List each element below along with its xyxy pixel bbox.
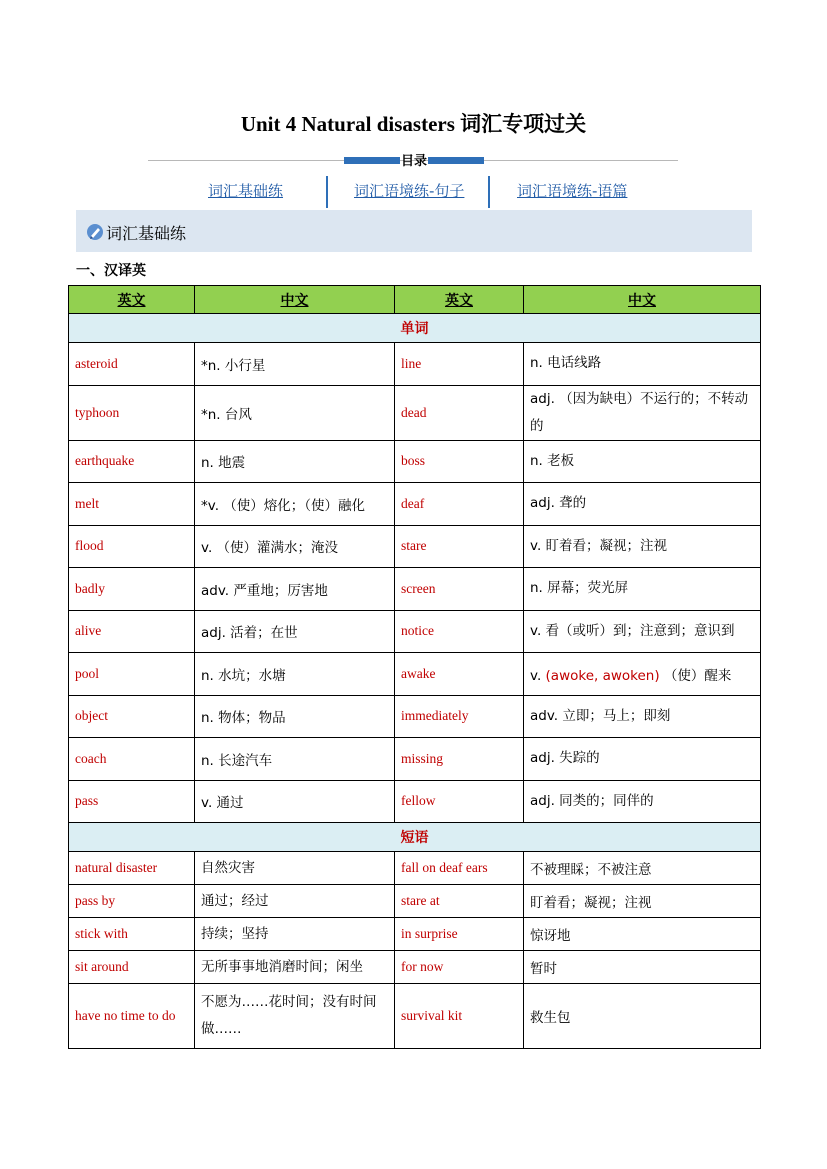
word-group-label: 单词 [69,314,761,343]
chinese-meaning: adj. 同类的；同伴的 [524,780,761,823]
table-row [69,885,761,918]
chinese-meaning: 通过；经过 [195,885,395,918]
english-word: fellow [395,780,524,823]
table-row [69,343,761,386]
english-phrase: in surprise [395,918,524,951]
toc-bar-left [344,157,400,164]
toc-label: 目录 [400,154,427,169]
chinese-meaning: 持续；坚持 [195,918,395,951]
chinese-meaning: n. 地震 [195,440,395,483]
chinese-meaning: n. 长途汽车 [195,738,395,781]
chinese-meaning: adj. 活着；在世 [195,610,395,653]
section-header [76,210,752,252]
chinese-meaning: n. 屏幕；荧光屏 [524,568,761,611]
chinese-meaning: n. 物体；物品 [195,695,395,738]
chinese-meaning: v. 盯着看；凝视；注视 [524,525,761,568]
section-title: 词汇基础练 [106,224,187,243]
english-phrase: for now [395,951,524,984]
chinese-meaning: v. 通过 [195,780,395,823]
chinese-meaning: *n. 台风 [195,385,395,440]
english-phrase: survival kit [395,984,524,1049]
english-word: line [395,343,524,386]
table-row [69,568,761,611]
english-word: object [69,695,195,738]
chinese-meaning: *n. 小行星 [195,343,395,386]
chinese-meaning: 自然灾害 [195,852,395,885]
english-phrase: stick with [69,918,195,951]
header-chinese: 中文 [524,286,761,314]
english-word: screen [395,568,524,611]
english-word: stare [395,525,524,568]
chinese-meaning: 不被理睬；不被注意 [524,852,761,885]
toc-link-sentence[interactable]: 词汇语境练-句子 [354,182,465,200]
chinese-meaning: v. 看（或听）到；注意到；意识到 [524,610,761,653]
table-row [69,610,761,653]
english-word: coach [69,738,195,781]
chinese-meaning: adj. 聋的 [524,483,761,526]
toc-link-basic[interactable]: 词汇基础练 [208,182,284,200]
table-row [69,738,761,781]
english-word: dead [395,385,524,440]
table-row [69,951,761,984]
table-row [69,852,761,885]
table-row [69,440,761,483]
toc-link-passage[interactable]: 词汇语境练-语篇 [517,182,628,200]
english-phrase: natural disaster [69,852,195,885]
chinese-meaning: 暂时 [524,951,761,984]
english-phrase: sit around [69,951,195,984]
phrase-group-label: 短语 [69,823,761,852]
toc-separator [488,176,490,208]
chinese-meaning: adv. 立即；马上；即刻 [524,695,761,738]
word-group-row [69,314,761,343]
english-word: earthquake [69,440,195,483]
table-row [69,385,761,440]
table-row [69,483,761,526]
header-english: 英文 [395,286,524,314]
table-row [69,653,761,696]
english-word: flood [69,525,195,568]
table-row [69,525,761,568]
chinese-meaning [524,653,761,696]
english-word: melt [69,483,195,526]
english-word: notice [395,610,524,653]
english-word: pool [69,653,195,696]
english-word: typhoon [69,385,195,440]
english-phrase: fall on deaf ears [395,852,524,885]
english-word: missing [395,738,524,781]
exercise-heading: 一、汉译英 [76,263,146,279]
chinese-meaning: 盯着看；凝视；注视 [524,885,761,918]
table-row [69,984,761,1049]
chinese-meaning: adj. 失踪的 [524,738,761,781]
chinese-meaning: adj. （因为缺电）不运行的；不转动的 [524,385,761,440]
header-chinese: 中文 [195,286,395,314]
english-phrase: stare at [395,885,524,918]
chinese-meaning: 无所事事地消磨时间；闲坐 [195,951,395,984]
chinese-meaning: n. 老板 [524,440,761,483]
toc-bar-right [428,157,484,164]
phrase-group-row [69,823,761,852]
english-word: immediately [395,695,524,738]
english-word: alive [69,610,195,653]
english-word: asteroid [69,343,195,386]
chinese-meaning: v. （使）灌满水；淹没 [195,525,395,568]
meaning-prefix: v. [530,667,546,684]
page-title: Unit 4 Natural disasters 词汇专项过关 [240,112,587,136]
english-phrase: pass by [69,885,195,918]
toc-links [170,176,660,210]
english-word: deaf [395,483,524,526]
chinese-meaning: 惊讶地 [524,918,761,951]
toc-separator [326,176,328,208]
header-english: 英文 [69,286,195,314]
table-row [69,780,761,823]
chinese-meaning: *v. （使）熔化；（使）融化 [195,483,395,526]
english-phrase: have no time to do [69,984,195,1049]
chinese-meaning: adv. 严重地；厉害地 [195,568,395,611]
vocabulary-table [68,285,761,1049]
meaning-suffix: （使）醒来 [659,667,732,684]
table-header-row [69,286,761,314]
english-word: pass [69,780,195,823]
chinese-meaning: n. 水坑；水塘 [195,653,395,696]
irregular-forms: (awoke, awoken) [545,667,660,684]
table-row [69,695,761,738]
english-word: badly [69,568,195,611]
table-row [69,918,761,951]
chinese-meaning: n. 电话线路 [524,343,761,386]
english-word: awake [395,653,524,696]
pencil-icon [86,223,104,241]
english-word: boss [395,440,524,483]
chinese-meaning: 救生包 [524,984,761,1049]
chinese-meaning: 不愿为……花时间；没有时间做…… [195,984,395,1049]
